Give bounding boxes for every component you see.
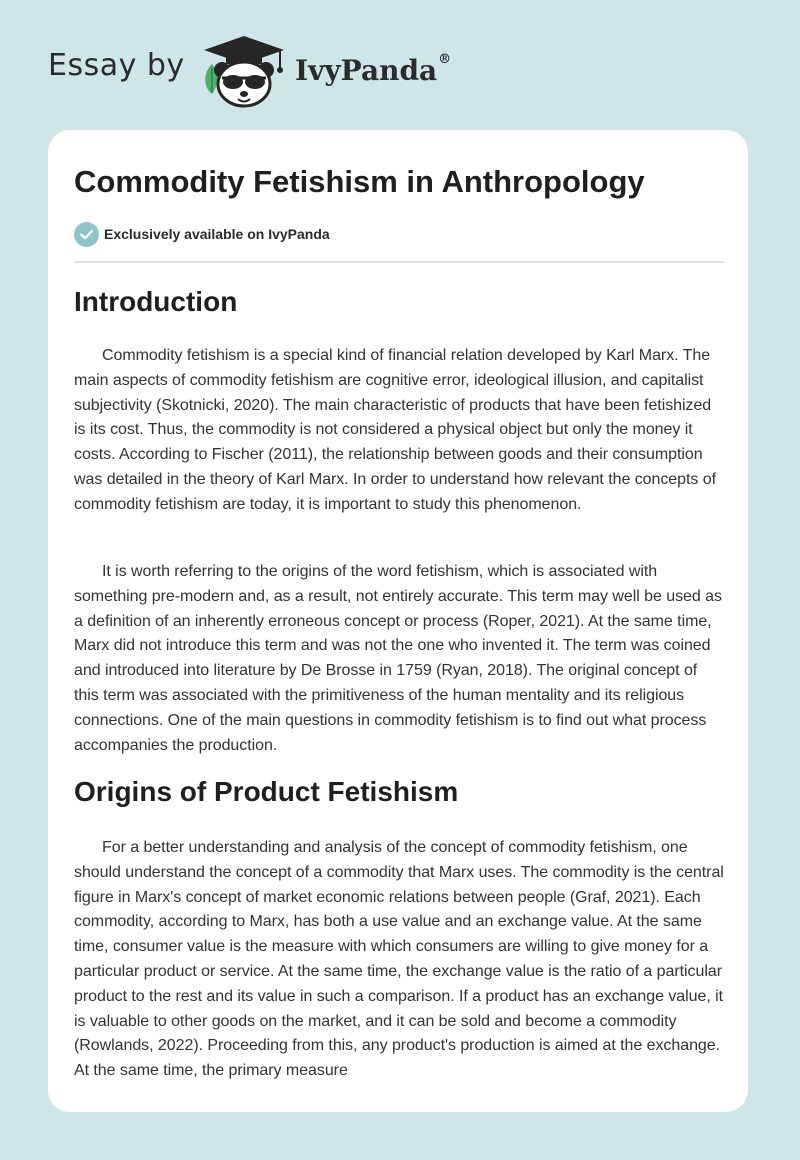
registered-mark: ®	[438, 52, 452, 67]
exclusive-badge-text: Exclusively available on IvyPanda	[104, 226, 330, 242]
brand-prefix: Essay by	[48, 48, 185, 83]
title-divider	[74, 261, 724, 263]
paragraph: Commodity fetishism is a special kind of financial relation developed by Karl Marx. The main aspects of commodity fetishism are cognitive error, ideological illusion, and capitalist subjectivity (Skotnicki, 2020). The main characteristic of products that have been fetishized is its cost. Thus, the commodity is not considered a physical object but only the money it costs. According to Fischer (2011), the relationship between goods and their consumption was detailed in the theory of Karl Marx. In order to understand how relevant the concepts of commodity fetishism are today, it is important to study this phenomenon.	[74, 347, 716, 513]
exclusive-badge	[74, 221, 330, 247]
essay-card	[48, 130, 748, 1112]
paragraph: It is worth referring to the origins of the word fetishism, which is associated with something pre-modern and, as a result, not entirely accurate. This term may well be used as a definition of an inherently erroneous concept or process (Roper, 2021). At the same time, Marx did not introduce this term and was not the one who invented it. The term was coined and introduced into literature by De Brosse in 1759 (Ryan, 2018). The original concept of this term was associated with the primitiveness of the human mentality and its religious connections. One of the main questions in commodity fetishism is to find out what process accompanies the production.	[74, 563, 722, 754]
site-header	[0, 0, 800, 130]
page-title: Commodity Fetishism in Anthropology	[74, 164, 645, 199]
paragraph: For a better understanding and analysis of the concept of commodity fetishism, one should understand the concept of a commodity that Marx uses. The commodity is the central figure in Marx's concept of market economic relations between people (Graf, 2021). Each commodity, according to Marx, has both a use value and an exchange value. At the same time, consumer value is the measure with which consumers are willing to give money for a particular product or service. At the same time, the exchange value is the ratio of a particular product to the rest and its value in such a comparison. If a product has an exchange value, it is valuable to other goods on the market, and it can be sold and become a commodity (Rowlands, 2022). Proceeding from this, any product's production is aimed at the exchange. At the same time, the primary measure	[74, 839, 724, 1080]
check-circle-icon	[74, 222, 99, 247]
brand-name[interactable]	[295, 54, 451, 87]
panda-graduate-logo-icon[interactable]	[198, 34, 290, 110]
brand-name-text: IvyPanda	[295, 54, 438, 87]
section-heading-origins: Origins of Product Fetishism	[74, 776, 459, 807]
section-heading-introduction: Introduction	[74, 286, 238, 317]
